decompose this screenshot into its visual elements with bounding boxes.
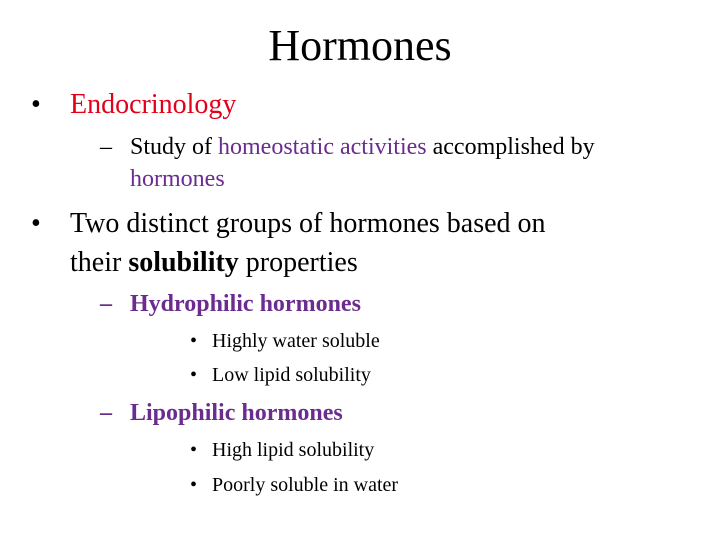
hydrophilic-item: Highly water soluble	[212, 330, 380, 352]
sub-bullet-prefix: Study of	[130, 134, 219, 160]
bullet-marker: •	[190, 474, 198, 496]
lipophilic-item: Poorly soluble in water	[212, 474, 399, 496]
bullet-endocrinology: Endocrinology	[70, 89, 237, 120]
homeostatic-highlight: homeostatic activities	[218, 134, 427, 160]
hydrophilic-item: Low lipid solubility	[212, 364, 371, 386]
slide-title: Hormones	[268, 21, 452, 70]
bullet-groups-line1: Two distinct groups of hormones based on	[70, 208, 546, 239]
bullet-marker: •	[31, 208, 41, 239]
line2-prefix: their	[70, 247, 129, 278]
dash-marker: –	[100, 291, 112, 317]
bullet-marker: •	[31, 89, 41, 120]
line2-suffix: properties	[238, 247, 358, 278]
solubility-bold: solubility	[128, 247, 239, 278]
sub-bullet-middle: accomplished by	[426, 134, 595, 160]
bullet-marker: •	[190, 439, 198, 461]
sub-bullet-study	[130, 132, 595, 162]
group-lipophilic: Lipophilic hormones	[130, 400, 343, 426]
group-hydrophilic: Hydrophilic hormones	[130, 291, 361, 317]
bullet-marker: •	[190, 364, 198, 386]
dash-marker: –	[100, 400, 112, 426]
bullet-groups-line2	[70, 246, 358, 280]
lipophilic-item: High lipid solubility	[212, 439, 375, 461]
sub-bullet-continuation: hormones	[130, 166, 225, 192]
bullet-marker: •	[190, 330, 198, 352]
dash-marker: –	[100, 134, 112, 160]
